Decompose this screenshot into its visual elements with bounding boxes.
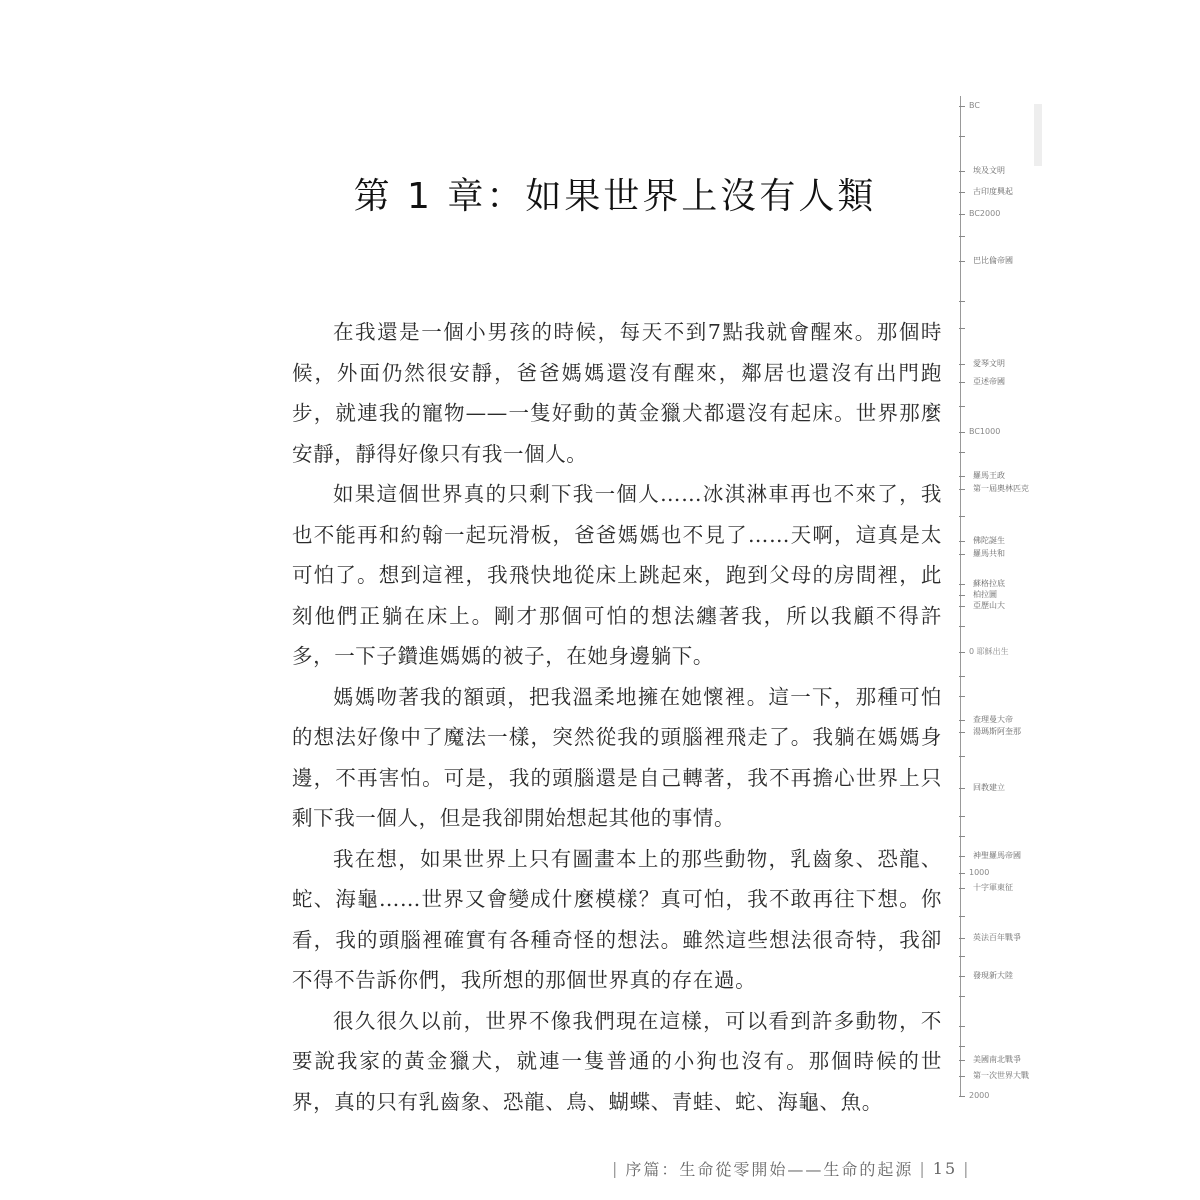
timeline-event-label: 美國南北戰爭 (973, 1055, 1021, 1064)
timeline-tick (959, 938, 965, 939)
timeline-tick (959, 888, 965, 889)
timeline-minor-tick (959, 956, 965, 957)
body-text (292, 312, 942, 1122)
timeline-tick (959, 584, 965, 585)
timeline-year-label: 1000 (969, 868, 990, 877)
timeline-minor-tick (959, 328, 965, 329)
timeline-event-label: 羅馬共和 (973, 549, 1005, 558)
timeline-event-label: 佛陀誕生 (973, 536, 1005, 545)
paragraph: 很久很久以前，世界不像我們現在這樣，可以看到許多動物，不要說我家的黃金獵犬，就連一隻普通的小狗也沒有。那個時候的世界，真的只有乳齒象、恐龍、鳥、蝴蝶、青蛙、蛇、海龜、魚。 (292, 1008, 942, 1114)
timeline-minor-tick (959, 996, 965, 997)
timeline-minor-tick (959, 136, 965, 137)
timeline-tick (959, 606, 965, 607)
timeline-tick (959, 595, 965, 596)
timeline-tick (959, 541, 965, 542)
timeline-year-label: 2000 (969, 1091, 990, 1100)
timeline-event-label: 羅馬王政 (973, 471, 1005, 480)
timeline-year-label: BC (969, 101, 980, 110)
paragraph: 在我還是一個小男孩的時候，每天不到7點我就會醒來。那個時候，外面仍然很安靜，爸爸媽媽還沒有醒來，鄰居也還沒有出門跑步，就連我的寵物——一隻好動的黃金獵犬都還沒有起床。世界那麼安靜，靜得好像只有我一個人。 (292, 320, 942, 466)
timeline-tick (959, 432, 965, 433)
chapter-title: 第 1 章：如果世界上沒有人類 (353, 176, 877, 217)
page-number: 15 (932, 1158, 958, 1178)
timeline-tick (959, 873, 965, 874)
timeline-tick (959, 106, 965, 107)
timeline-event-label: 愛琴文明 (973, 359, 1005, 368)
timeline-tick (959, 171, 965, 172)
footer-divider: | (612, 1158, 620, 1178)
timeline-event-label: 第一次世界大戰 (973, 1071, 1029, 1080)
timeline-tick (959, 554, 965, 555)
timeline-event-label: 亞述帝國 (973, 377, 1005, 386)
timeline-minor-tick (959, 406, 965, 407)
timeline-minor-tick (959, 1026, 965, 1027)
timeline-tick (959, 489, 965, 490)
timeline-event-label: 湯瑪斯阿奎那 (973, 727, 1021, 736)
timeline-tick (959, 476, 965, 477)
timeline-tick (959, 1060, 965, 1061)
history-timeline (955, 96, 1055, 1100)
timeline-tick (959, 1096, 965, 1097)
paragraph: 我在想，如果世界上只有圖畫本上的那些動物，乳齒象、恐龍、蛇、海龜……世界又會變成什麼模樣？真可怕，我不敢再往下想。你看，我的頭腦裡確實有各種奇怪的想法。雖然這些想法很奇特，我卻不得不告訴你們，我所想的那個世界真的存在過。 (292, 846, 942, 992)
timeline-year-label: 0 耶穌出生 (969, 647, 1009, 656)
timeline-minor-tick (959, 696, 965, 697)
timeline-minor-tick (959, 916, 965, 917)
footer-divider: | (919, 1158, 927, 1178)
timeline-event-label: 英法百年戰爭 (973, 933, 1021, 942)
timeline-minor-tick (959, 516, 965, 517)
footer-divider: | (963, 1158, 971, 1178)
timeline-tick (959, 382, 965, 383)
timeline-minor-tick (959, 626, 965, 627)
timeline-tick (959, 976, 965, 977)
paragraph: 如果這個世界真的只剩下我一個人……冰淇淋車再也不來了，我也不能再和約翰一起玩滑板，爸爸媽媽也不見了……天啊，這真是太可怕了。想到這裡，我飛快地從床上跳起來，跑到父母的房間裡，此刻他們正躺在床上。剛才那個可怕的想法纏著我，所以我顧不得許多，一下子鑽進媽媽的被子，在她身邊躺下。 (292, 482, 942, 668)
paragraph: 媽媽吻著我的額頭，把我溫柔地擁在她懷裡。這一下，那種可怕的想法好像中了魔法一樣，突然從我的頭腦裡飛走了。我躺在媽媽身邊，不再害怕。可是，我的頭腦還是自己轉著，我不再擔心世界上只剩下我一個人，但是我卻開始想起其他的事情。 (292, 684, 942, 830)
timeline-tick (959, 856, 965, 857)
timeline-event-label: 蘇格拉底 (973, 579, 1005, 588)
timeline-tick (959, 720, 965, 721)
footer-section-title: 序篇：生命從零開始——生命的起源 (625, 1159, 914, 1179)
timeline-minor-tick (959, 1046, 965, 1047)
timeline-tick (959, 364, 965, 365)
timeline-tick (959, 1076, 965, 1077)
timeline-tick (959, 788, 965, 789)
page-footer (612, 1153, 971, 1183)
timeline-event-label: 埃及文明 (973, 166, 1005, 175)
timeline-event-label: 查理曼大帝 (973, 715, 1013, 724)
timeline-minor-tick (959, 236, 965, 237)
timeline-event-label: 發現新大陸 (973, 971, 1013, 980)
timeline-minor-tick (959, 452, 965, 453)
timeline-tick (959, 732, 965, 733)
timeline-minor-tick (959, 301, 965, 302)
timeline-tick (959, 652, 965, 653)
timeline-minor-tick (959, 756, 965, 757)
timeline-year-label: BC2000 (969, 209, 1001, 218)
timeline-tick (959, 192, 965, 193)
timeline-axis (960, 96, 961, 1096)
timeline-tick (959, 261, 965, 262)
timeline-minor-tick (959, 676, 965, 677)
timeline-event-label: 神聖羅馬帝國 (973, 851, 1021, 860)
timeline-event-label: 回教建立 (973, 783, 1005, 792)
timeline-event-label: 古印度興起 (973, 187, 1013, 196)
timeline-event-label: 第一屆奧林匹克 (973, 484, 1029, 493)
timeline-minor-tick (959, 816, 965, 817)
timeline-tick (959, 214, 965, 215)
timeline-year-label: BC1000 (969, 427, 1001, 436)
timeline-minor-tick (959, 836, 965, 837)
timeline-event-label: 亞歷山大 (973, 601, 1005, 610)
timeline-event-label: 巴比倫帝國 (973, 256, 1013, 265)
timeline-event-label: 十字軍東征 (973, 883, 1013, 892)
timeline-event-label: 柏拉圖 (973, 590, 997, 599)
